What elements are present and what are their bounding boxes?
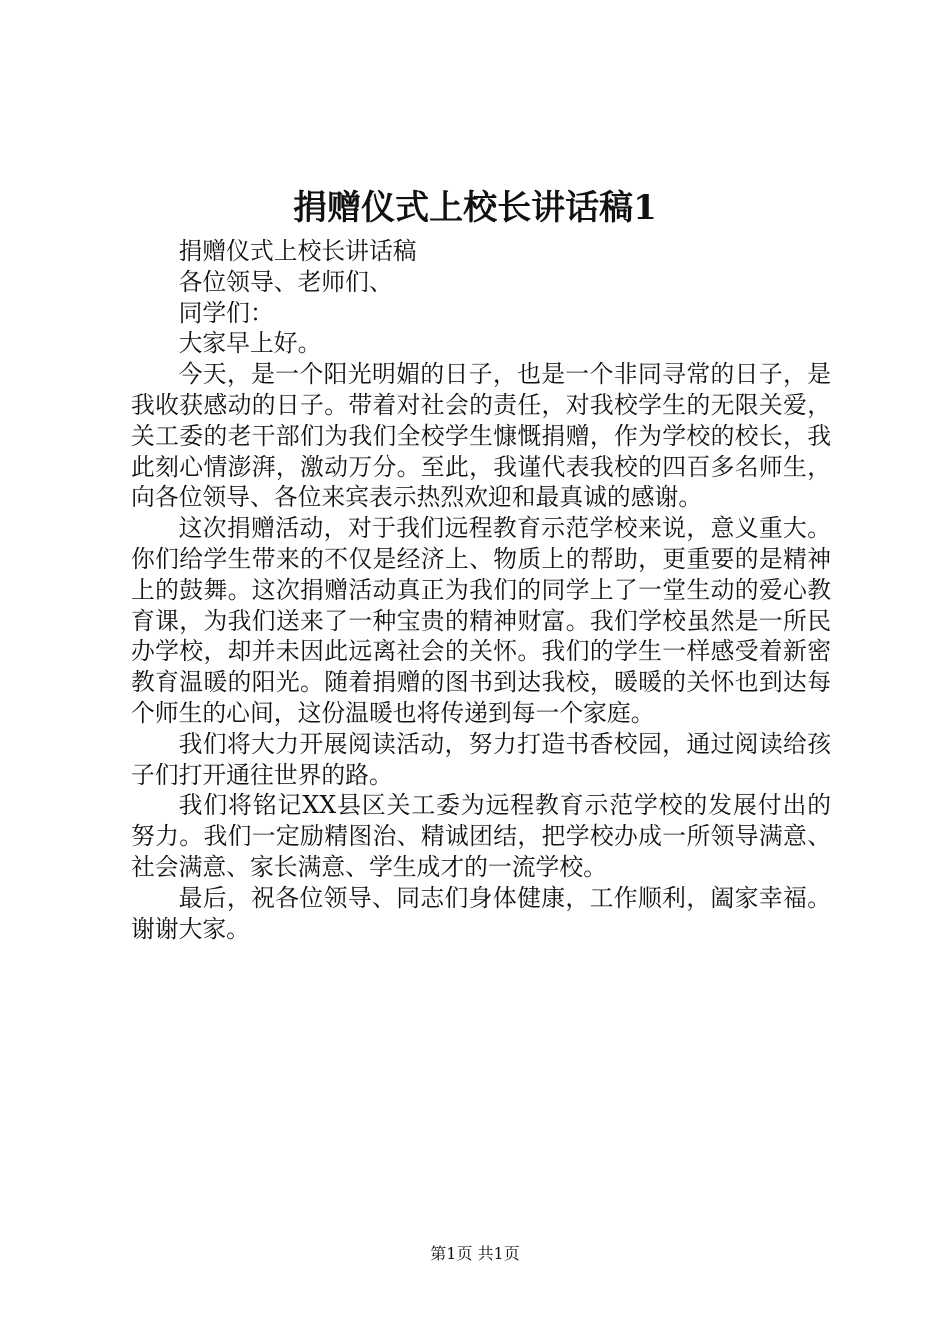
paragraph-significance: 这次捐赠活动，对于我们远程教育示范学校来说，意义重大。你们给学生带来的不仅是经济上、物质上的帮助，更重要的是精神上的鼓舞。这次捐赠活动真正为我们的同学上了一堂生动的爱心教育课，为我们送来了一种宝贵的精神财富。我们学校虽然是一所民办学校，却并未因此远离社会的关怀。我们的学生一样感受着新密教育温暖的阳光。随着捐赠的图书到达我校，暖暖的关怀也到达每个师生的心间，这份温暖也将传递到每一个家庭。 [131,514,831,727]
document-title: 捐赠仪式上校长讲话稿1 [293,188,657,228]
paragraph-salutation-2: 同学们： [178,298,274,327]
page-number-footer: 第1页 共1页 [430,1244,520,1263]
paragraph-today: 今天，是一个阳光明媚的日子，也是一个非同寻常的日子，是我收获感动的日子。带着对社会的责任，对我校学生的无限关爱，关工委的老干部们为我们全校学生慷慨捐赠，作为学校的校长，我此刻心情澎湃，激动万分。至此，我谨代表我校的四百多名师生，向各位领导、各位来宾表示热烈欢迎和最真诚的感谢。 [131,360,831,512]
paragraph-commitment: 我们将铭记XX县区关工委为远程教育示范学校的发展付出的努力。我们一定励精图治、精诚团结，把学校办成一所领导满意、社会满意、家长满意、学生成才的一流学校。 [131,791,831,881]
paragraph-heading: 捐赠仪式上校长讲话稿 [178,237,417,265]
paragraph-closing: 最后，祝各位领导、同志们身体健康，工作顺利，阖家幸福。谢谢大家。 [131,883,831,943]
paragraph-greeting: 大家早上好。 [178,329,322,358]
document-body [131,236,831,944]
paragraph-reading: 我们将大力开展阅读活动，努力打造书香校园，通过阅读给孩子们打开通往世界的路。 [131,729,831,789]
paragraph-salutation-1: 各位领导、老师们、 [178,267,393,296]
